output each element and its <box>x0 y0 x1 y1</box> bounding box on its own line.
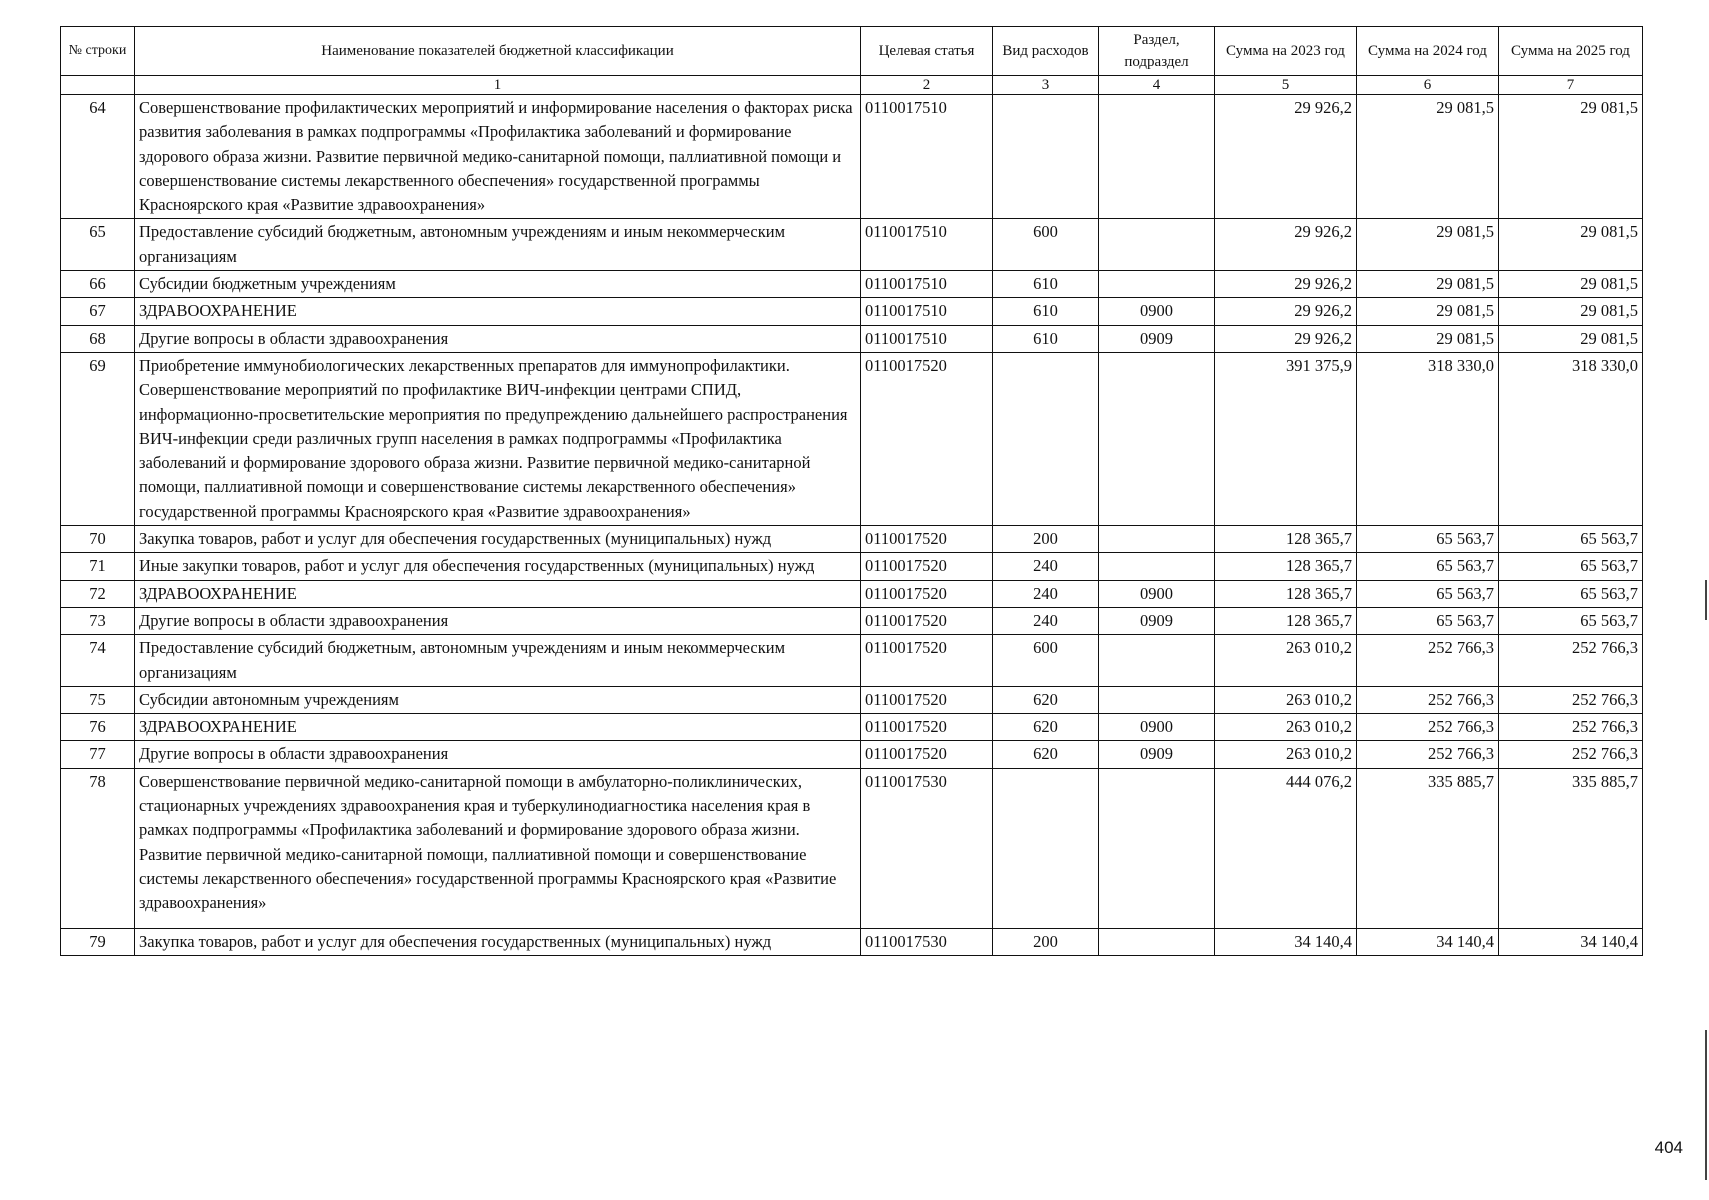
edge-mark <box>1705 1030 1707 1180</box>
table-row <box>61 607 1643 634</box>
row-sum-2023: 263 010,2 <box>1215 714 1357 741</box>
row-name: Другие вопросы в области здравоохранения <box>135 325 861 352</box>
row-sum-2025: 29 081,5 <box>1499 271 1643 298</box>
row-sum-2023: 29 926,2 <box>1215 298 1357 325</box>
row-sum-2023: 34 140,4 <box>1215 928 1357 955</box>
header-section: Раздел, подраздел <box>1099 27 1215 76</box>
row-number: 78 <box>61 768 135 928</box>
table-row <box>61 219 1643 271</box>
row-expense-kind <box>993 95 1099 219</box>
header-row-no: № строки <box>61 27 135 76</box>
row-expense-kind: 620 <box>993 686 1099 713</box>
row-name: Иные закупки товаров, работ и услуг для обеспечения государственных (муниципальных) нужд <box>135 553 861 580</box>
column-numbers-row <box>61 76 1643 95</box>
row-sum-2025: 335 885,7 <box>1499 768 1643 928</box>
row-name: Совершенствование первичной медико-санитарной помощи в амбулаторно-поликлинических, стационарных учреждениях здравоохранения края и туберкулинодиагностика населения края в рамках подпрограммы «Профилактика заболеваний и формирование здорового образа жизни. Развитие первичной медико-санитарной помощи, паллиативной помощи и совершенствование системы лекарственного обеспечения» государственной программы Красноярского края «Развитие здравоохранения» <box>135 768 861 928</box>
row-name: Приобретение иммунобиологических лекарственных препаратов для иммунопрофилактики. Совершенствование мероприятий по профилактике ВИЧ-инфекции центрами СПИД, информационно-просветительские мероприятия по предупреждению дальнейшего распространения ВИЧ-инфекции среди различных групп населения в рамках подпрограммы «Профилактика заболеваний и формирование здорового образа жизни. Развитие первичной медико-санитарной помощи, паллиативной помощи и совершенствование системы лекарственного обеспечения» государственной программы Красноярского края «Развитие здравоохранения» <box>135 352 861 525</box>
row-target-code: 0110017520 <box>861 686 993 713</box>
row-sum-2024: 335 885,7 <box>1357 768 1499 928</box>
row-sum-2025: 29 081,5 <box>1499 325 1643 352</box>
row-sum-2025: 29 081,5 <box>1499 298 1643 325</box>
row-target-code: 0110017520 <box>861 526 993 553</box>
row-target-code: 0110017520 <box>861 553 993 580</box>
row-sum-2024: 29 081,5 <box>1357 219 1499 271</box>
row-expense-kind: 600 <box>993 635 1099 687</box>
row-sum-2023: 263 010,2 <box>1215 741 1357 768</box>
table-row <box>61 271 1643 298</box>
row-target-code: 0110017520 <box>861 352 993 525</box>
row-expense-kind: 200 <box>993 526 1099 553</box>
row-name: ЗДРАВООХРАНЕНИЕ <box>135 714 861 741</box>
table-row <box>61 95 1643 219</box>
column-number: 6 <box>1357 76 1499 95</box>
header-sum-2025: Сумма на 2025 год <box>1499 27 1643 76</box>
row-number: 70 <box>61 526 135 553</box>
row-expense-kind <box>993 768 1099 928</box>
row-sum-2023: 29 926,2 <box>1215 271 1357 298</box>
table-row <box>61 352 1643 525</box>
row-sum-2023: 29 926,2 <box>1215 219 1357 271</box>
row-sum-2025: 65 563,7 <box>1499 580 1643 607</box>
table-row <box>61 580 1643 607</box>
row-section <box>1099 635 1215 687</box>
row-sum-2023: 263 010,2 <box>1215 686 1357 713</box>
row-sum-2024: 65 563,7 <box>1357 580 1499 607</box>
row-sum-2025: 252 766,3 <box>1499 741 1643 768</box>
row-number: 66 <box>61 271 135 298</box>
row-expense-kind: 610 <box>993 298 1099 325</box>
row-sum-2025: 29 081,5 <box>1499 219 1643 271</box>
row-target-code: 0110017520 <box>861 607 993 634</box>
row-sum-2023: 263 010,2 <box>1215 635 1357 687</box>
row-sum-2023: 128 365,7 <box>1215 526 1357 553</box>
row-number: 77 <box>61 741 135 768</box>
row-section <box>1099 553 1215 580</box>
row-name: Субсидии бюджетным учреждениям <box>135 271 861 298</box>
table-row <box>61 686 1643 713</box>
row-target-code: 0110017510 <box>861 271 993 298</box>
row-section <box>1099 352 1215 525</box>
column-number: 2 <box>861 76 993 95</box>
row-sum-2025: 318 330,0 <box>1499 352 1643 525</box>
row-name: Другие вопросы в области здравоохранения <box>135 607 861 634</box>
column-number: 1 <box>135 76 861 95</box>
row-sum-2024: 252 766,3 <box>1357 741 1499 768</box>
row-name: Предоставление субсидий бюджетным, автономным учреждениям и иным некоммерческим организациям <box>135 635 861 687</box>
row-sum-2025: 65 563,7 <box>1499 553 1643 580</box>
row-sum-2025: 65 563,7 <box>1499 526 1643 553</box>
row-sum-2025: 252 766,3 <box>1499 686 1643 713</box>
row-target-code: 0110017530 <box>861 768 993 928</box>
row-section <box>1099 768 1215 928</box>
row-sum-2024: 318 330,0 <box>1357 352 1499 525</box>
row-section <box>1099 271 1215 298</box>
row-name: Закупка товаров, работ и услуг для обеспечения государственных (муниципальных) нужд <box>135 928 861 955</box>
table-row <box>61 928 1643 955</box>
row-section: 0909 <box>1099 607 1215 634</box>
row-expense-kind: 240 <box>993 607 1099 634</box>
column-number <box>61 76 135 95</box>
row-target-code: 0110017520 <box>861 580 993 607</box>
row-sum-2023: 128 365,7 <box>1215 553 1357 580</box>
budget-table <box>60 26 1643 956</box>
row-expense-kind: 620 <box>993 714 1099 741</box>
row-name: ЗДРАВООХРАНЕНИЕ <box>135 580 861 607</box>
row-sum-2024: 29 081,5 <box>1357 271 1499 298</box>
row-target-code: 0110017510 <box>861 298 993 325</box>
row-name: Другие вопросы в области здравоохранения <box>135 741 861 768</box>
row-sum-2024: 252 766,3 <box>1357 635 1499 687</box>
row-section <box>1099 686 1215 713</box>
column-number: 4 <box>1099 76 1215 95</box>
row-target-code: 0110017510 <box>861 219 993 271</box>
row-sum-2024: 65 563,7 <box>1357 607 1499 634</box>
row-name: Предоставление субсидий бюджетным, автономным учреждениям и иным некоммерческим организациям <box>135 219 861 271</box>
row-number: 71 <box>61 553 135 580</box>
header-name: Наименование показателей бюджетной классификации <box>135 27 861 76</box>
row-expense-kind <box>993 352 1099 525</box>
row-section: 0900 <box>1099 298 1215 325</box>
header-sum-2023: Сумма на 2023 год <box>1215 27 1357 76</box>
row-section <box>1099 219 1215 271</box>
row-sum-2025: 65 563,7 <box>1499 607 1643 634</box>
row-sum-2023: 29 926,2 <box>1215 95 1357 219</box>
header-row <box>61 27 1643 76</box>
row-sum-2025: 252 766,3 <box>1499 714 1643 741</box>
row-sum-2024: 29 081,5 <box>1357 95 1499 219</box>
row-sum-2024: 34 140,4 <box>1357 928 1499 955</box>
edge-mark <box>1705 580 1707 620</box>
table-row <box>61 768 1643 928</box>
row-number: 79 <box>61 928 135 955</box>
row-number: 75 <box>61 686 135 713</box>
row-expense-kind: 610 <box>993 271 1099 298</box>
row-section: 0909 <box>1099 741 1215 768</box>
row-number: 65 <box>61 219 135 271</box>
row-expense-kind: 610 <box>993 325 1099 352</box>
table-row <box>61 526 1643 553</box>
row-sum-2025: 29 081,5 <box>1499 95 1643 219</box>
row-name: ЗДРАВООХРАНЕНИЕ <box>135 298 861 325</box>
row-sum-2024: 29 081,5 <box>1357 298 1499 325</box>
header-sum-2024: Сумма на 2024 год <box>1357 27 1499 76</box>
row-name: Закупка товаров, работ и услуг для обеспечения государственных (муниципальных) нужд <box>135 526 861 553</box>
row-target-code: 0110017520 <box>861 741 993 768</box>
row-target-code: 0110017520 <box>861 635 993 687</box>
row-name: Совершенствование профилактических мероприятий и информирование населения о факторах риска развития заболевания в рамках подпрограммы «Профилактика заболеваний и формирование здорового образа жизни. Развитие первичной медико-санитарной помощи, паллиативной помощи и совершенствование системы лекарственного обеспечения» государственной программы Красноярского края «Развитие здравоохранения» <box>135 95 861 219</box>
header-kind: Вид расходов <box>993 27 1099 76</box>
row-number: 76 <box>61 714 135 741</box>
row-target-code: 0110017530 <box>861 928 993 955</box>
table-row <box>61 714 1643 741</box>
row-sum-2025: 252 766,3 <box>1499 635 1643 687</box>
row-number: 74 <box>61 635 135 687</box>
row-target-code: 0110017510 <box>861 95 993 219</box>
row-expense-kind: 620 <box>993 741 1099 768</box>
row-target-code: 0110017520 <box>861 714 993 741</box>
row-number: 68 <box>61 325 135 352</box>
row-section <box>1099 928 1215 955</box>
row-section <box>1099 526 1215 553</box>
table-row <box>61 325 1643 352</box>
row-number: 72 <box>61 580 135 607</box>
row-sum-2025: 34 140,4 <box>1499 928 1643 955</box>
table-row <box>61 553 1643 580</box>
row-name: Субсидии автономным учреждениям <box>135 686 861 713</box>
row-sum-2023: 444 076,2 <box>1215 768 1357 928</box>
row-section: 0909 <box>1099 325 1215 352</box>
column-number: 3 <box>993 76 1099 95</box>
row-section <box>1099 95 1215 219</box>
row-section: 0900 <box>1099 580 1215 607</box>
table-row <box>61 741 1643 768</box>
column-number: 7 <box>1499 76 1643 95</box>
row-expense-kind: 600 <box>993 219 1099 271</box>
row-expense-kind: 240 <box>993 553 1099 580</box>
table-body <box>61 95 1643 956</box>
table-row <box>61 298 1643 325</box>
row-sum-2024: 65 563,7 <box>1357 553 1499 580</box>
page-number: 404 <box>1654 1138 1683 1157</box>
row-target-code: 0110017510 <box>861 325 993 352</box>
row-sum-2024: 252 766,3 <box>1357 686 1499 713</box>
row-number: 73 <box>61 607 135 634</box>
row-sum-2024: 29 081,5 <box>1357 325 1499 352</box>
row-sum-2024: 252 766,3 <box>1357 714 1499 741</box>
table-row <box>61 635 1643 687</box>
row-sum-2024: 65 563,7 <box>1357 526 1499 553</box>
column-number: 5 <box>1215 76 1357 95</box>
row-number: 67 <box>61 298 135 325</box>
row-number: 69 <box>61 352 135 525</box>
row-number: 64 <box>61 95 135 219</box>
row-section: 0900 <box>1099 714 1215 741</box>
row-expense-kind: 200 <box>993 928 1099 955</box>
row-sum-2023: 128 365,7 <box>1215 607 1357 634</box>
row-sum-2023: 391 375,9 <box>1215 352 1357 525</box>
row-sum-2023: 128 365,7 <box>1215 580 1357 607</box>
row-sum-2023: 29 926,2 <box>1215 325 1357 352</box>
row-expense-kind: 240 <box>993 580 1099 607</box>
header-target: Целевая статья <box>861 27 993 76</box>
